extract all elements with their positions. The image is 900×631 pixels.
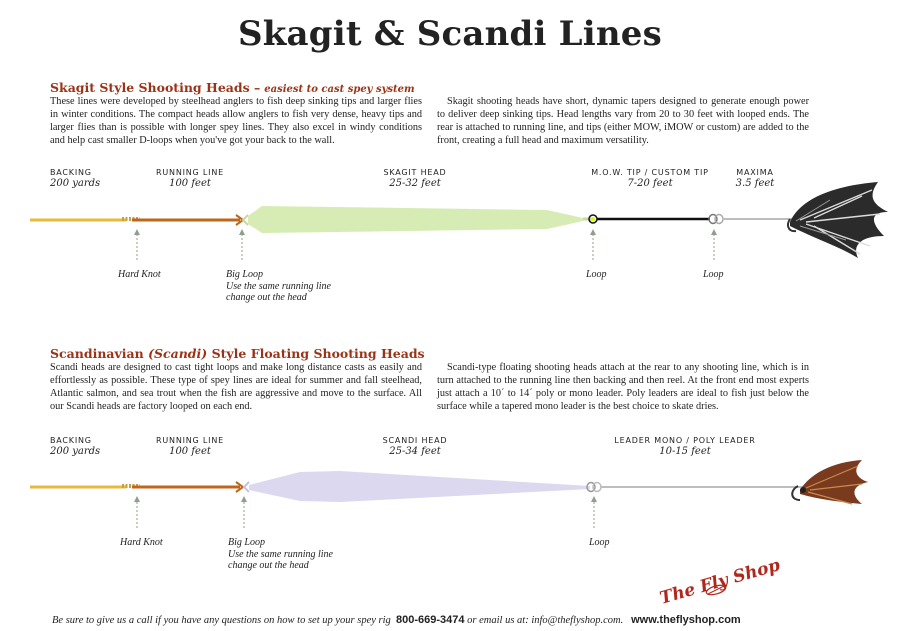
footer-website[interactable]: www.theflyshop.com bbox=[631, 614, 741, 626]
skagit-label-running-line: RUNNING LINE 100 feet bbox=[156, 168, 224, 189]
scandi-label-leader: LEADER MONO / POLY LEADER 10-15 feet bbox=[614, 436, 756, 457]
skagit-fly-icon bbox=[788, 182, 888, 258]
skagit-heading-text: Skagit Style Shooting Heads – bbox=[50, 80, 261, 95]
skagit-subheading: easiest to cast spey system bbox=[264, 84, 415, 95]
skagit-loop-marker-2 bbox=[709, 215, 723, 224]
skagit-annotation-hard-knot: Hard Knot bbox=[118, 269, 161, 280]
scandi-label-head: SCANDI HEAD 25-34 feet bbox=[382, 436, 448, 457]
skagit-paragraph-left: These lines were developed by steelhead anglers to fish deep sinking tips and larger flies in winter conditions. The compact heads allow anglers to fish very dense, heavy tips and larger flies than is possible with longer spey lines. They also excel in windy conditions and help cast smaller D-loops when you've got your back to the wall. bbox=[50, 96, 422, 146]
scandi-label-backing: BACKING 200 yards bbox=[50, 436, 101, 457]
skagit-label-head: SKAGIT HEAD 25-32 feet bbox=[383, 168, 447, 189]
page-title: Skagit & Scandi Lines bbox=[238, 14, 662, 54]
scandi-line bbox=[30, 471, 808, 502]
scandi-annotation-loop-1: Loop bbox=[589, 537, 610, 548]
skagit-line bbox=[30, 206, 800, 233]
skagit-label-backing: BACKING 200 yards bbox=[50, 168, 101, 189]
scandi-fly-icon bbox=[792, 460, 868, 504]
skagit-label-maxima: MAXIMA 3.5 feet bbox=[735, 168, 775, 189]
skagit-big-loop-head bbox=[243, 215, 248, 225]
scandi-paragraph-left: Scandi heads are designed to cast tight loops and make long distance casts as easily and effortlessly as possible. These type of spey lines are ideal for summer and fall steelhead, Atlantic salmon, and sea trout when the fish are aggressive and move to the surface. All our Scandi heads are factory looped on each end. bbox=[50, 362, 422, 412]
skagit-label-tip: M.O.W. TIP / CUSTOM TIP 7-20 feet bbox=[591, 168, 709, 189]
skagit-annotation-loop-2: Loop bbox=[703, 269, 724, 280]
scandi-paragraph-right: Scandi-type floating shooting heads attach at the rear to any shooting line, which is in turn attached to the running line then backing and then reel. At the front end most experts just attach a 10´ to 14´ poly or mono leader. Poly leaders are ideal to fish just below the surface while a tapered mono leader is the best choice to skate dries. bbox=[437, 362, 809, 412]
scandi-annotation-big-loop: Big Loop Use the same running line change out the head bbox=[228, 537, 333, 571]
scandi-big-loop-head bbox=[244, 482, 249, 492]
skagit-annotation-loop-1: Loop bbox=[586, 269, 607, 280]
skagit-paragraph-right: Skagit shooting heads have short, dynamic tapers designed to generate enough power to deliver deep sinking tips. Head lengths vary from 20 to 30 feet with looped ends. The rear is attached to running line, and tips (either MOW, iMOW or custom) are added to the front, creating a full head and maximum versatility. bbox=[437, 96, 809, 146]
footer bbox=[52, 614, 741, 626]
scandi-label-running-line: RUNNING LINE 100 feet bbox=[156, 436, 224, 457]
scandi-annotation-hard-knot: Hard Knot bbox=[120, 537, 163, 548]
scandi-head-shape bbox=[249, 471, 590, 502]
the-fly-shop-logo: The Fly Shop bbox=[657, 555, 783, 609]
skagit-head-shape bbox=[248, 206, 583, 233]
skagit-annotation-big-loop: Big Loop Use the same running line change out the head bbox=[226, 269, 331, 303]
footer-phone[interactable]: 800-669-3474 bbox=[396, 614, 465, 626]
scandi-heading: Scandinavian (Scandi) Style Floating Shooting Heads bbox=[50, 346, 425, 361]
footer-text: Be sure to give us a call if you have any questions on how to set up your spey rig bbox=[52, 615, 391, 626]
footer-email[interactable]: or email us at: info@theflyshop.com. bbox=[467, 615, 624, 626]
